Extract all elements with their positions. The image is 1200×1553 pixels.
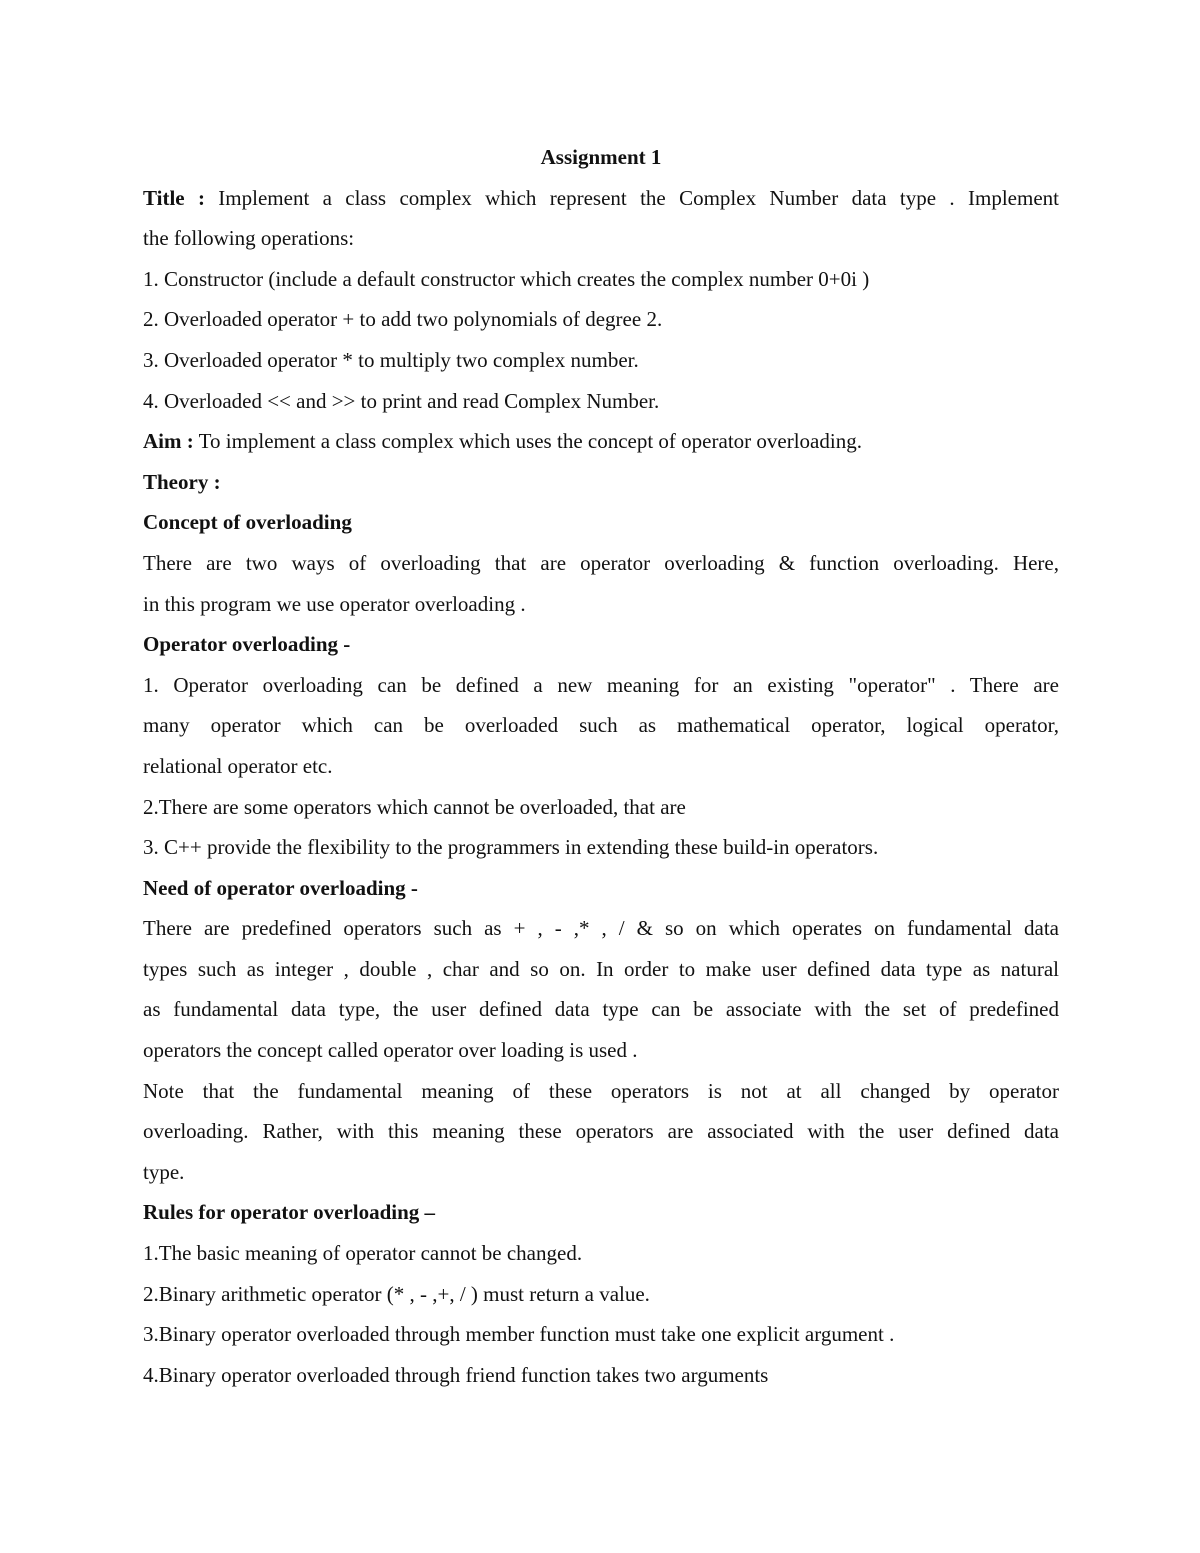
concept-line-2: in this program we use operator overloading .: [143, 591, 526, 616]
title-line-1: [143, 178, 1059, 219]
document-page: [143, 137, 1059, 1395]
operator-line-4: 2.There are some operators which cannot be overloaded, that are: [143, 794, 686, 819]
theory-heading: Theory :: [143, 469, 221, 494]
operator-line-3: relational operator etc.: [143, 753, 333, 778]
rules-heading: Rules for operator overloading –: [143, 1200, 436, 1225]
need-line-3: as fundamental data type, the user defined data type can be associate with the set of predefined: [143, 997, 1059, 1022]
aim-line: [143, 421, 1059, 462]
operator-heading: Operator overloading -: [143, 632, 351, 657]
assignment-heading: Assignment 1: [540, 145, 662, 169]
note-line-2: overloading. Rather, with this meaning these operators are associated with the user defined data: [143, 1119, 1059, 1144]
concept-heading: Concept of overloading: [143, 510, 352, 535]
need-line-1: There are predefined operators such as + , - ,* , / & so on which operates on fundamental data: [143, 916, 1059, 941]
aim-label: Aim :: [143, 429, 194, 454]
rule-item-3: 3.Binary operator overloaded through member function must take one explicit argument .: [143, 1322, 895, 1347]
operation-item-3: 3. Overloaded operator * to multiply two complex number.: [143, 347, 639, 372]
rule-item-4: 4.Binary operator overloaded through friend function takes two arguments: [143, 1362, 769, 1387]
operator-line-5: 3. C++ provide the flexibility to the programmers in extending these build-in operators.: [143, 835, 879, 860]
need-heading: Need of operator overloading -: [143, 875, 418, 900]
rule-item-2: 2.Binary arithmetic operator (* , - ,+, / ) must return a value.: [143, 1281, 650, 1306]
operation-item-2: 2. Overloaded operator + to add two polynomials of degree 2.: [143, 307, 663, 332]
rule-item-1: 1.The basic meaning of operator cannot be changed.: [143, 1241, 583, 1266]
note-line-1: Note that the fundamental meaning of these operators is not at all changed by operator: [143, 1078, 1059, 1103]
operator-line-2: many operator which can be overloaded such as mathematical operator, logical operator,: [143, 713, 1059, 738]
operation-item-4: 4. Overloaded << and >> to print and read Complex Number.: [143, 388, 660, 413]
need-line-4: operators the concept called operator over loading is used .: [143, 1038, 638, 1063]
note-line-3: type.: [143, 1159, 185, 1184]
need-line-2: types such as integer , double , char and so on. In order to make user defined data type as natural: [143, 956, 1059, 981]
concept-line-1: There are two ways of overloading that are operator overloading & function overloading. Here,: [143, 550, 1059, 575]
title-label: Title :: [143, 185, 205, 210]
operation-item-1: 1. Constructor (include a default constructor which creates the complex number 0+0i ): [143, 266, 870, 291]
title-line-2: the following operations:: [143, 226, 355, 251]
operator-line-1: 1. Operator overloading can be defined a new meaning for an existing "operator" . There are: [143, 672, 1059, 697]
title-text: Implement a class complex which represent the Complex Number data type . Implement: [204, 185, 1059, 210]
aim-text: To implement a class complex which uses the concept of operator overloading.: [193, 429, 862, 454]
